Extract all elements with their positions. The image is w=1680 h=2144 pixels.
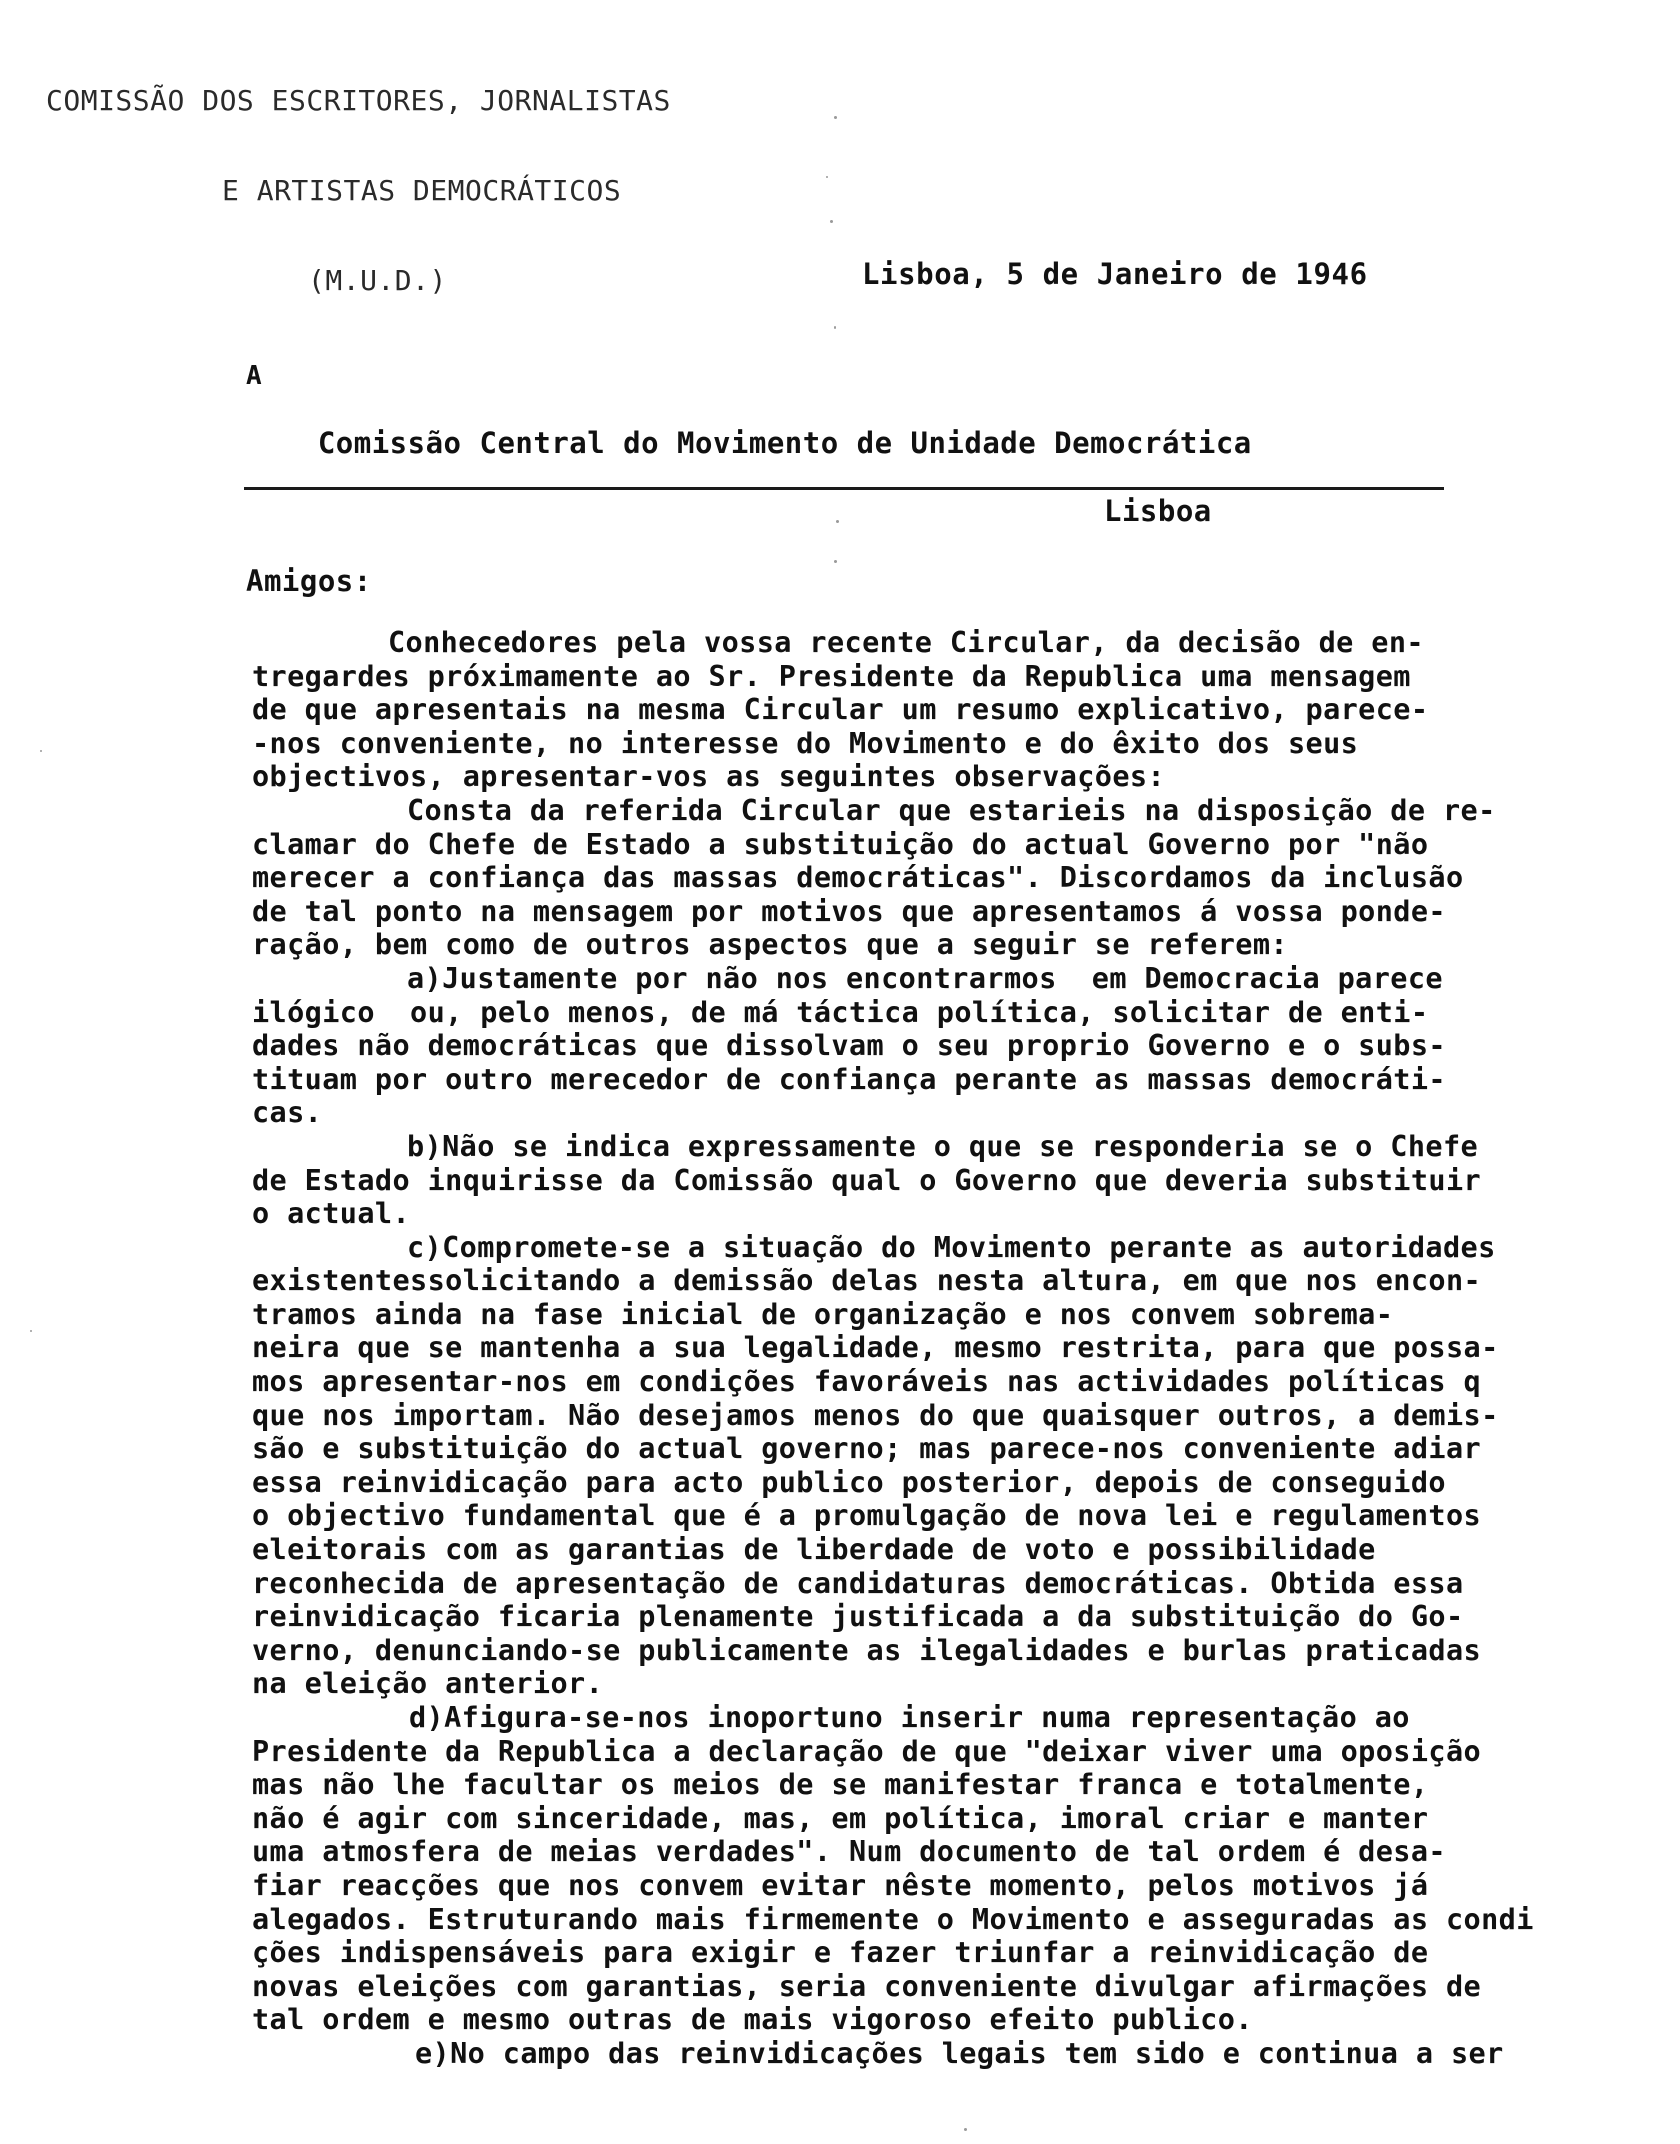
body-line: ilógico ou, pelo menos, de má táctica política, solicitar de enti- (252, 995, 1429, 1029)
organization-header (46, 26, 671, 356)
body-line: clamar do Chefe de Estado a substituição do actual Governo por "não (252, 827, 1429, 861)
letter-date: Lisboa, 5 de Janeiro de 1946 (862, 257, 1368, 291)
body-line: -nos conveniente, no interesse do Movimento e do êxito dos seus (252, 726, 1359, 760)
body-line: tregardes próximamente ao Sr. Presidente da Republica uma mensagem (252, 659, 1411, 693)
body-line: tal ordem e mesmo outras de mais vigoroso efeito publico. (252, 2003, 1253, 2037)
scan-speck (834, 560, 837, 563)
org-acronym: (M.U.D.) (308, 264, 447, 297)
body-line: cas. (252, 1096, 323, 1130)
scan-speck (40, 750, 42, 752)
body-line: tituam por outro merecedor de confiança perante as massas democráti- (252, 1062, 1446, 1096)
body-line: reinvidicação ficaria plenamente justificada a da substituição do Go- (252, 1600, 1464, 1634)
body-line: alegados. Estruturando mais firmemente o Movimento e asseguradas as condi (252, 1902, 1534, 1936)
scan-speck (826, 176, 828, 178)
body-line: o actual. (252, 1197, 411, 1231)
body-line: uma atmosfera de meias verdades". Num documento de tal ordem é desa- (252, 1835, 1446, 1869)
body-line: de tal ponto na mensagem por motivos que apresentamos á vossa ponde- (252, 894, 1446, 928)
salutation: Amigos: (246, 564, 372, 598)
body-line: c)Compromete-se a situação do Movimento perante as autoridades (407, 1230, 1496, 1264)
body-line: b)Não se indica expressamente o que se responderia se o Chefe (407, 1129, 1479, 1163)
body-line: neira que se mantenha a sua legalidade, mesmo restrita, para que possa- (252, 1331, 1499, 1365)
body-line: não é agir com sinceridade, mas, em política, imoral criar e manter (252, 1801, 1429, 1835)
body-line: eleitorais com as garantias de liberdade de voto e possibilidade (252, 1533, 1376, 1567)
recipient-city: Lisboa (1104, 494, 1212, 528)
org-name-line-1: COMISSÃO DOS ESCRITORES, JORNALISTAS (46, 84, 671, 117)
body-line: a)Justamente por não nos encontrarmos em Democracia parece (407, 961, 1443, 995)
body-line: ração, bem como de outros aspectos que a seguir se referem: (252, 928, 1288, 962)
body-line: Conhecedores pela vossa recente Circular, da decisão de en- (388, 626, 1424, 659)
body-line: de Estado inquirisse da Comissão qual o Governo que deveria substituir (252, 1163, 1482, 1197)
body-line: ções indispensáveis para exigir e fazer triunfar a reinvidicação de (252, 1936, 1429, 1970)
org-name-line-2: E ARTISTAS DEMOCRÁTICOS (222, 174, 622, 207)
body-line: fiar reacções que nos convem evitar nêste momento, pelos motivos já (252, 1868, 1429, 1902)
body-line: são e substituição do actual governo; mas parece-nos conveniente adiar (252, 1432, 1482, 1466)
scan-speck (830, 220, 833, 223)
letter-body (252, 626, 1662, 2071)
scan-speck (964, 2128, 967, 2131)
recipient-block (246, 392, 1252, 596)
scan-speck (836, 520, 839, 523)
body-line: tramos ainda na fase inicial de organização e nos convem sobrema- (252, 1297, 1394, 1331)
body-line: mas não lhe facultar os meios de se manifestar franca e totalmente, (252, 1768, 1429, 1802)
body-line: dades não democráticas que dissolvam o seu proprio Governo e o subs- (252, 1029, 1446, 1063)
recipient-name: Comissão Central do Movimento de Unidade Democrática (317, 426, 1252, 460)
body-line: que nos importam. Não desejamos menos do que quaisquer outros, a demis- (252, 1398, 1499, 1432)
body-line: na eleição anterior. (252, 1667, 604, 1701)
body-line: existentessolicitando a demissão delas nesta altura, em que nos encon- (252, 1264, 1482, 1298)
body-line: mos apresentar-nos em condições favoráveis nas actividades políticas q (252, 1365, 1482, 1399)
body-line: o objectivo fundamental que é a promulgação de nova lei e regulamentos (252, 1499, 1482, 1533)
scan-speck (834, 326, 836, 329)
body-line: objectivos, apresentar-vos as seguintes observações: (252, 760, 1166, 794)
body-line: e)No campo das reinvidicações legais tem sido e continua a ser (415, 2036, 1504, 2070)
scan-speck (834, 116, 837, 119)
body-line: reconhecida de apresentação de candidaturas democráticas. Obtida essa (252, 1566, 1464, 1600)
body-line: verno, denunciando-se publicamente as ilegalidades e burlas praticadas (252, 1633, 1482, 1667)
body-line: novas eleições com garantias, seria conveniente divulgar afirmações de (252, 1969, 1482, 2003)
body-line: d)Afigura-se-nos inoportuno inserir numa representação ao (409, 1701, 1410, 1734)
body-line: essa reinvidicação para acto publico posterior, depois de conseguido (252, 1465, 1446, 1499)
scan-speck (30, 1330, 32, 1332)
body-line: merecer a confiança das massas democráticas". Discordamos da inclusão (252, 861, 1464, 895)
body-line: Consta da referida Circular que estarieis na disposição de re- (407, 793, 1496, 827)
body-line: Presidente da Republica a declaração de que "deixar viver uma oposição (252, 1734, 1482, 1768)
handwritten-mark: A (246, 361, 262, 391)
separator-rule (244, 487, 1444, 490)
body-line: de que apresentais na mesma Circular um resumo explicativo, parece- (252, 693, 1429, 727)
